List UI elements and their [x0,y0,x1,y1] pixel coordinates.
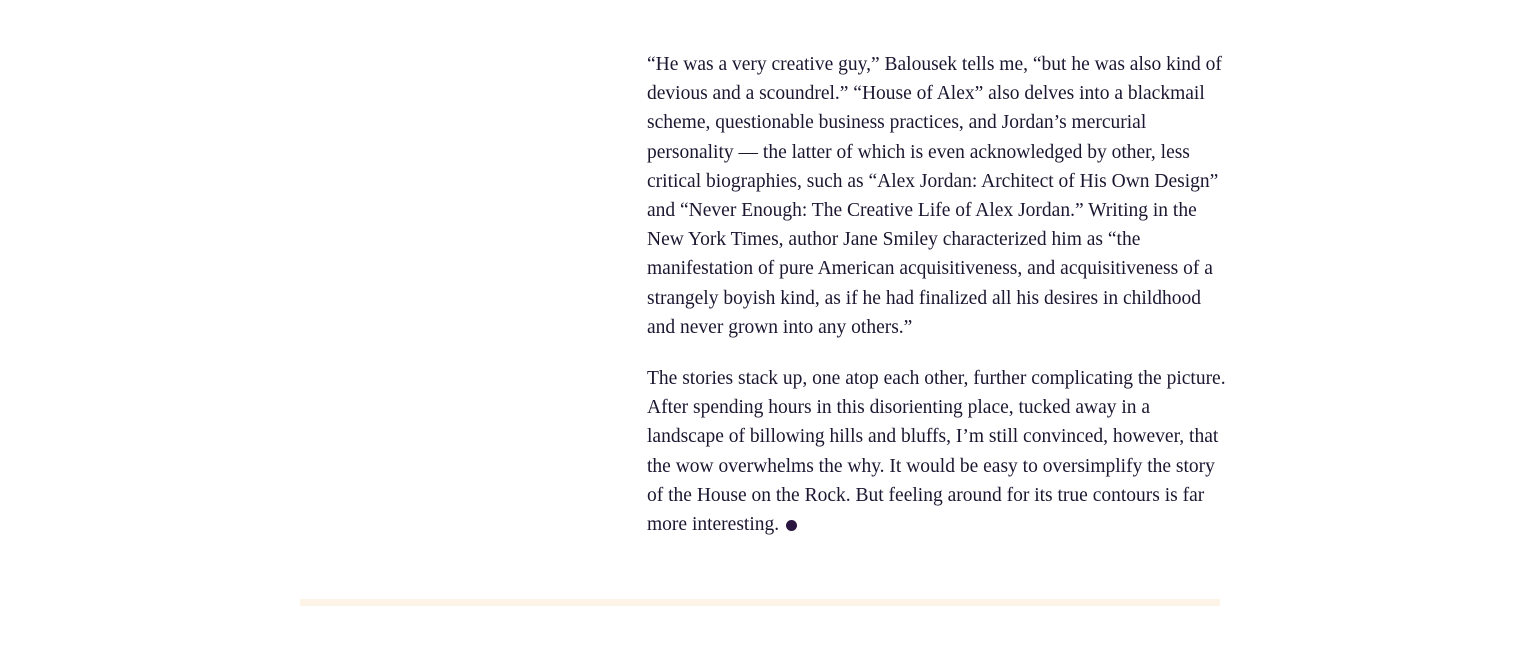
section-divider-band [300,599,1220,606]
article-paragraph-text: The stories stack up, one atop each other, further complicating the picture. After spending hours in this disorienting place, tucked away in a landscape of billowing hills and bluffs, I’m still convinced, however, that the wow overwhelms the why. It would be easy to oversimplify the story of the House on the Rock. But feeling around for its true contours is far more interesting. [647,368,1226,536]
end-mark-icon [786,520,797,531]
article-paragraph: “He was a very creative guy,” Balousek tells me, “but he was also kind of devious and a scoundrel.” “House of Alex” also delves into a blackmail scheme, questionable business practices, and Jordan’s mercurial personality — the latter of which is even acknowledged by other, less critical biographies, such as “Alex Jordan: Architect of His Own Design” and “Never Enough: The Creative Life of Alex Jordan.” Writing in the New York Times, author Jane Smiley characterized him as “the manifestation of pure American acquisitiveness, and acquisitiveness of a strangely boyish kind, as if he had finalized all his desires in childhood and never grown into any others.” [647,54,1222,338]
article-paragraph [647,364,1227,539]
article-body [647,50,1227,561]
